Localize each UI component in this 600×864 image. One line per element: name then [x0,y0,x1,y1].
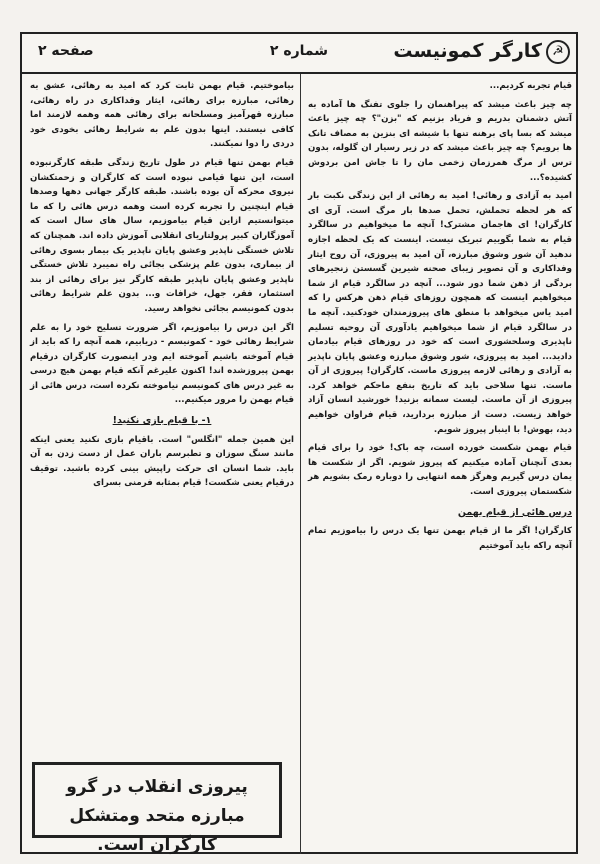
paragraph: قیام بهمن شکست خورده است، چه باک! خود را برای قیام بعدی آنچنان آماده میکنیم که پیروز شویم. اگر از شکست ها یمان درس گیریم وهرگز همه انتهایی را دوباره رمک بشویم هر شکستمان پیروزی است. [308,443,572,498]
paragraph: قیام بهمن تنها قیام در طول تاریخ زندگی طبقه کارگرنبوده است، این تنها قیامی نبوده است که کارگران و زحمتکشان نیروی محرکه آن بوده باشند. طبقه کارگر جهانی دهها وصدها قیام اینچنین را تجربه کرده است وهمه درس هائی را که ما میتوانستیم ازاین قیام بیاموزیم، سال های سال است که آموزگاران کبیر پرولتاریای انقلابی آموزش داده اند. همچنان که تلاش خستگی ناپذیر وعشق پایان ناپذیر یک بیمار بسوی رهائی از بیماری، بدون علم پزشکی بجائی راه نمیبرد تلاش خستگی ناپذیر وعشق پایان ناپذیر طبقه کارگر نیز برای رهائی از بند استثمار، فقر، جهل، خرافات و... بدون علم شرایط رهائی بدون کمونیسم بجائی نخواهد رسید. [30,157,294,314]
paragraph: بیاموختیم. قیام بهمن ثابت کرد که امید به رهائی، عشق به رهائی، مبارزه برای رهائی، ایثار وفداکاری در راه رهائی، مبارزه قهرآمیز ومسلحانه برای رهائی همه وهمه لازمند اما کافی نیستند. اینها بدون علم به شرایط رهائی بخودی خود دردی را دوا نمیکنند. [30,81,294,150]
newspaper-page [20,32,578,854]
paragraph: امید به آزادی و رهائی! امید به رهائی از این زندگی نکبت بار که هر لحظه تحملش، تحمل صدها بار مرگ است. آری ای کارگران! ای هاجمان مشترک! آنچه ما میخواهیم در سالگرد قیام به شما بگوییم تبریک نیست. اینست که یک لحظه اجازه ندهید آن شور وشوق مبارزه، آن امید به پیروزی، آن روح ایثار وفداکاری و آن تصویر زیبای صحنه شیرین گسستن زنجیرهای بردگی از ذهن شما دور شود... آنچه در سالگرد قیام از شما میخواهیم اینست که همچون روزهای قیام ذهن هرکس را که امید یاس میخواهد با منطق های پیروزمندان خودکنید. آنچه ما در سالگرد قیام از شما میخواهیم یادآوری آن روحیه تسلیم ناپذیری وسلحشوری است که خود در روزهای قیام بیادمان دادید... امید به پیروزی، شور وشوق مبارزه وعشق پایان ناپذیر به آزادی و رهائی لازمه پیروزی ماست. کارگران! پیروزی از آن ماست. تنها سلاحی باید که تاریخ بنفع ماحکم خواهد کرد. پیروزی از آن ماست. لیست سمانه بزنید! خورشید انسان آزاد خواهد زیست. دست از مبارزه بردارید، قیام فراوان خواهیم دید، بهوش! با اینبار پیروز شویم. [308,191,572,435]
slogan-box [32,762,282,855]
masthead [22,34,576,74]
section-heading-lessons: درس هائی از قیام بهمن [457,506,572,518]
left-column [30,79,294,495]
slogan-line: پیروزی انقلاب در گرو [66,777,248,797]
paragraph: اگر این درس را بیاموزیم، اگر ضرورت تسلیح خود را به علم شرایط رهائی خود - کمونیسم - دریابیم، همه آنچه را که باید از قیام آموخته باشیم آموخته ایم ودر اینصورت کارگران درقیام بهمن پیروزشده اند! اکنون علیرغم آنکه قیام بهمن هیچ درسی به غیر درس های کمونیسم نیاموخته نکرده است، درس هائی از قیام بهمن را مرور میکنیم... [30,322,294,406]
slogan-line: مبارزه متحد ومتشکل کارگران است. [69,806,245,855]
paragraph: این همین جمله "انگلس" است. باقیام بازی نکنید یعنی اینکه مانند سنگ سوزان و تطبرسم باران عمل از دست زدن به آن باید. شما انسان ای حرکت راپیش بینی کرده باشید. توقیف درقیام یعنی شکست! قیام بمثابه فرمنی بسرای [30,434,294,489]
issue-number: شماره ۲ [269,43,329,59]
column-divider [300,74,301,854]
section-heading-first: ۱- با قیام بازی نکنید! [112,415,212,427]
hammer-sickle-icon: ☭ [546,40,570,64]
paragraph: چه چیز باعث میشد که پیراهنمان را جلوی تفنگ ها آماده به آتش دشمنان بدریم و فریاد بزنیم که "بزن"؟ چه چیز باعث میشد که بسا پای برهنه تنها با شیشه ای بنزین به مصاف تانک ها برویم؟ چه چیز باعث میشد که در زیر رسیار ان گلوله، بدون ترس از مرگ همرزمان زخمی مان را تا جاش امن بردوش کشیده؟... [308,99,572,183]
page-number: صفحه ۲ [38,43,94,59]
newspaper-title: کارگر کمونیست [393,40,542,62]
paragraph: کارگران! اگر ما از قیام بهمن تنها یک درس را بیاموزیم تمام آنچه راکه باید آموختیم [308,526,572,551]
paragraph: قیام تجربه کردیم... [489,81,572,91]
right-column [308,79,572,557]
